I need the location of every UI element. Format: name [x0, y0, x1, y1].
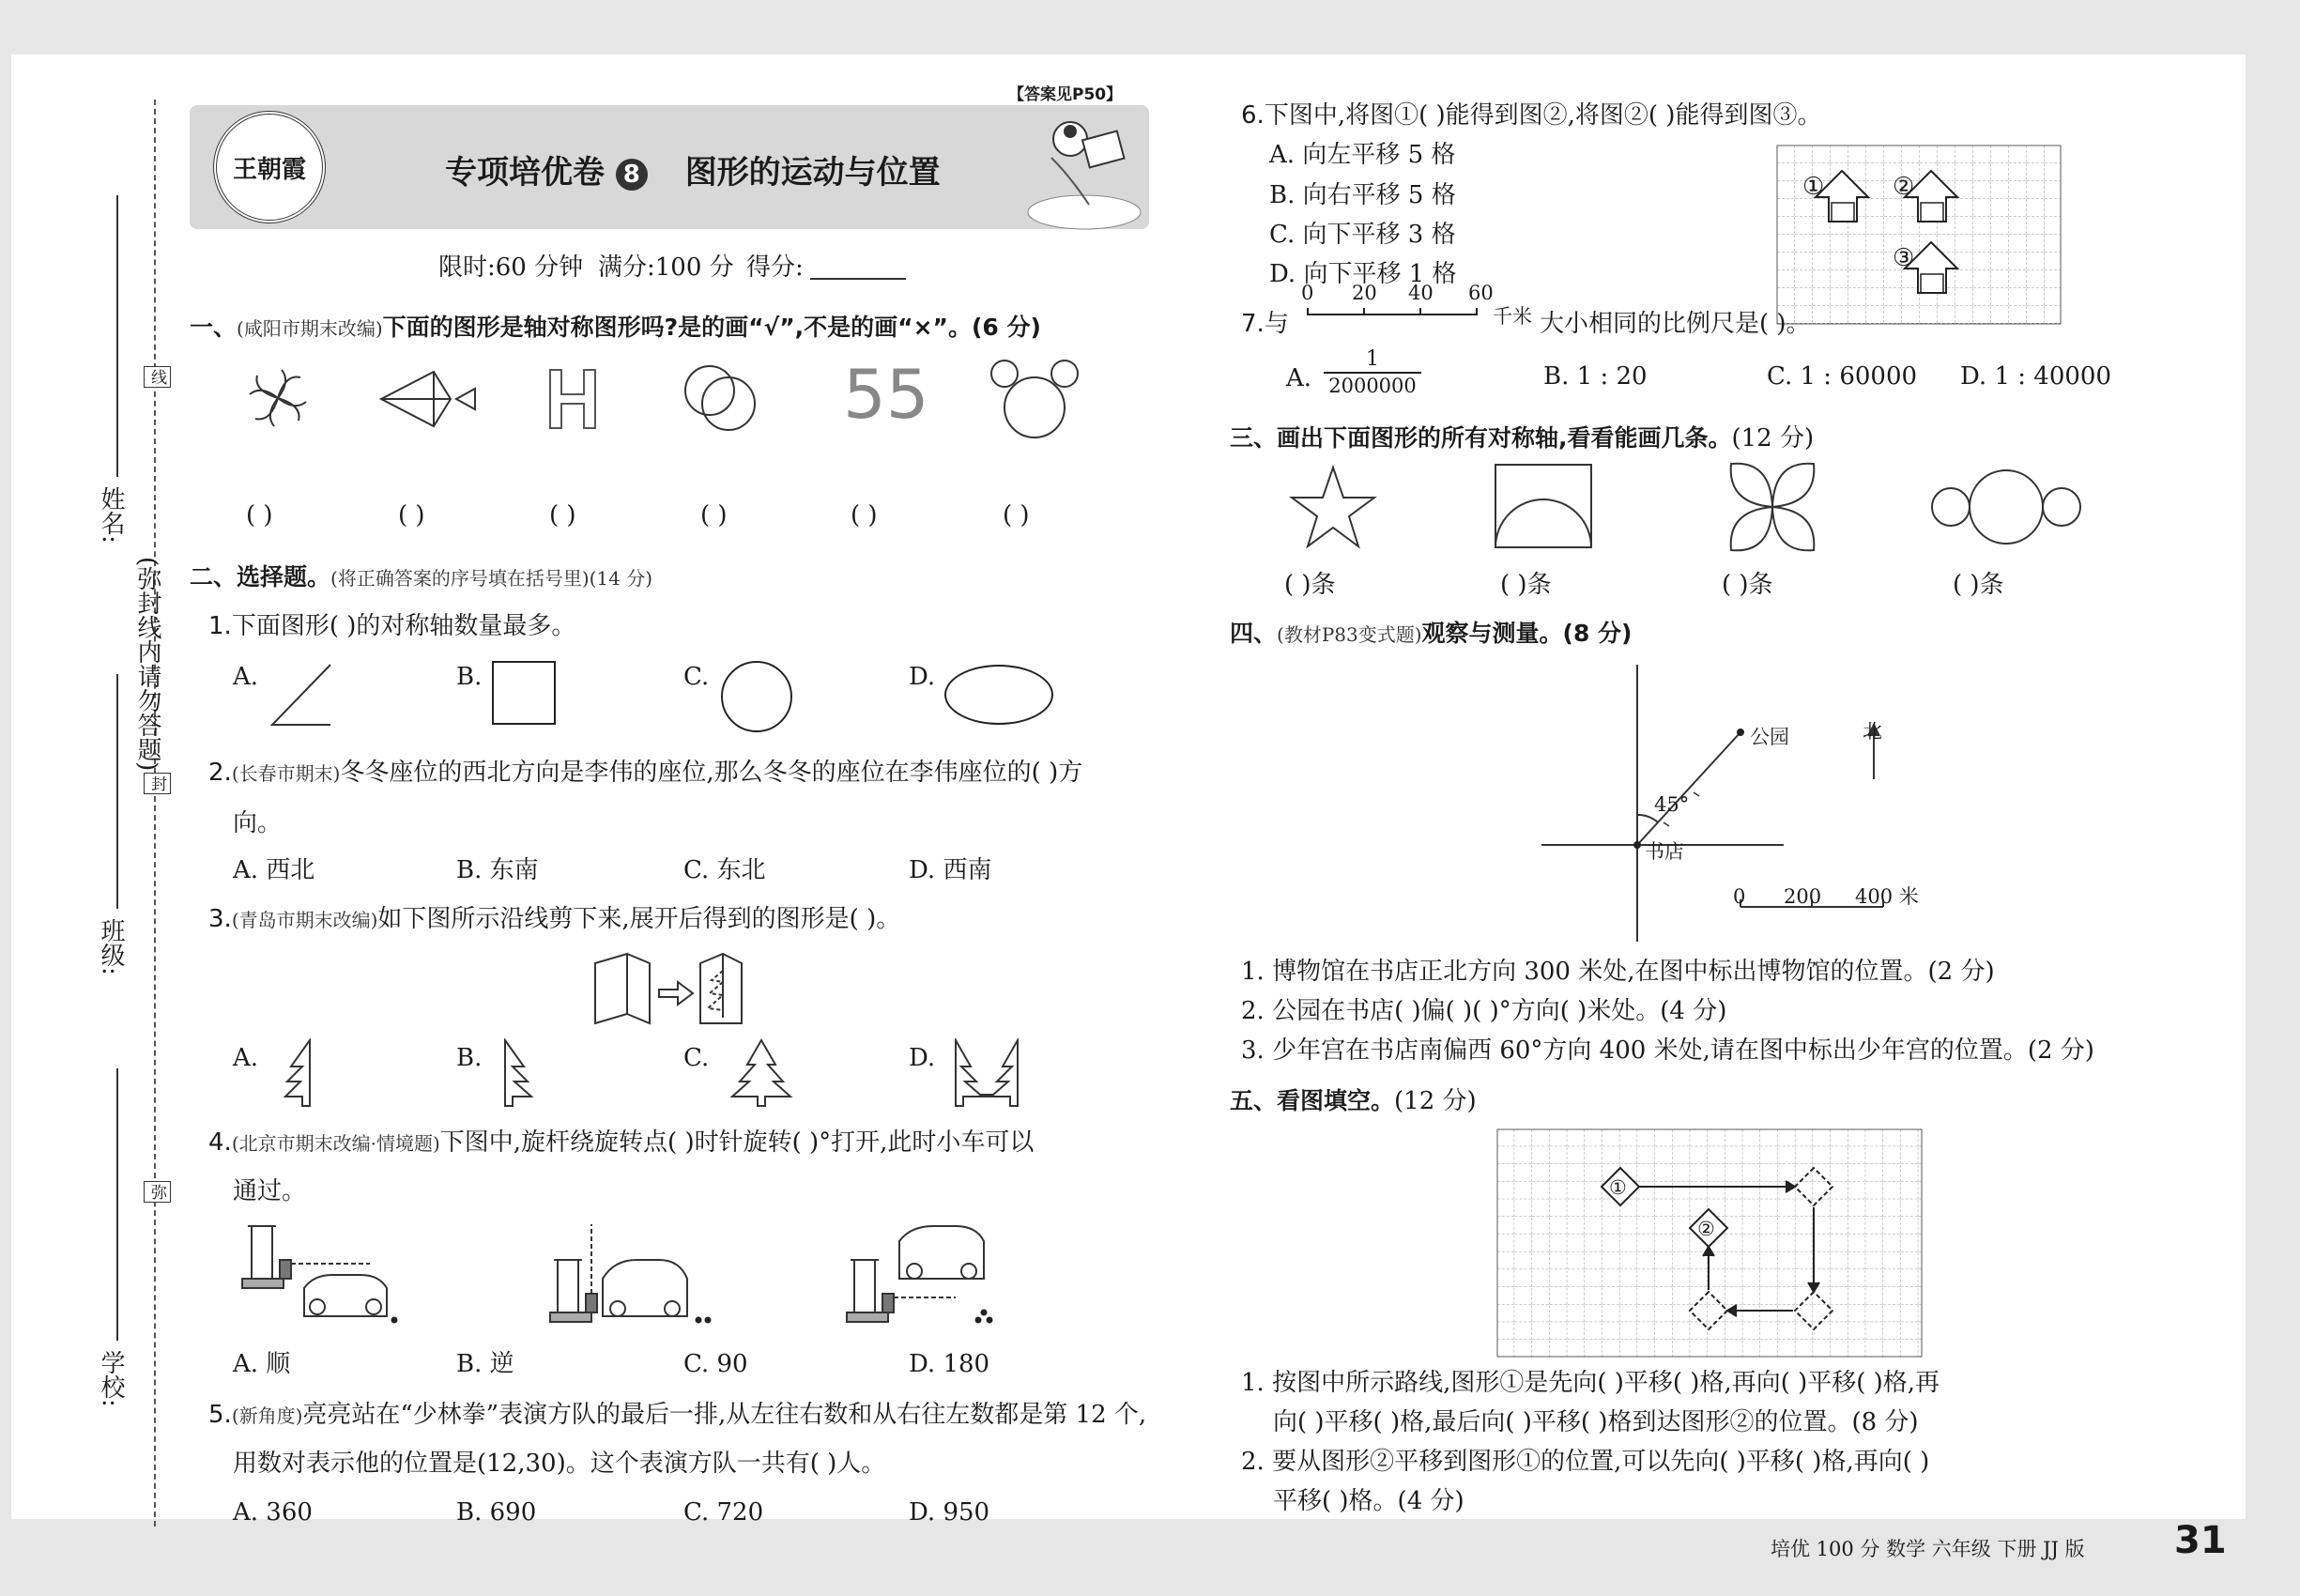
- q2-7-text-cont: 大小相同的比例尺是( )。: [1540, 310, 1811, 338]
- angle-label: 45°: [1654, 793, 1690, 816]
- line-scale: 0 20 40 60: [1301, 293, 1489, 321]
- name-underline: [116, 195, 118, 477]
- s5-q1-line1[interactable]: 1. 按图中所示路线,图形①是先向( )平移( )格,再向( )平移( )格,再: [1241, 1369, 1940, 1397]
- three-circles-figure: [1928, 464, 2084, 550]
- q2-2-text: 2.(长春市期末)冬冬座位的西北方向是李伟的座位,那么冬冬的座位在李伟座位的( )方: [208, 759, 1083, 787]
- name-label: 姓名:: [97, 486, 125, 544]
- s3-answer-4[interactable]: ( )条: [1953, 571, 2004, 599]
- split-tree-d: [950, 1038, 1023, 1108]
- publisher-logo: 王朝霞: [213, 111, 326, 223]
- q2-4-option-d[interactable]: D. 180: [909, 1350, 990, 1378]
- s4-q2[interactable]: 2. 公园在书店( )偏( )( )°方向( )米处。(4 分): [1241, 997, 1727, 1025]
- section-5-heading: 五、看图填空。(12 分): [1230, 1087, 1477, 1115]
- binding-notice: (弥封线内请勿答题): [133, 557, 161, 772]
- q2-2-option-c[interactable]: C. 东北: [683, 856, 766, 884]
- s1-answer-2[interactable]: ( ): [398, 501, 425, 529]
- worksheet-page: [11, 54, 2246, 1562]
- q2-3-option-a[interactable]: A.: [233, 1044, 259, 1072]
- barrier-car-3: [843, 1222, 1012, 1326]
- q2-3-option-d[interactable]: D.: [909, 1044, 936, 1072]
- number-55-figure: 55: [843, 355, 929, 434]
- q2-2-option-a[interactable]: A. 西北: [233, 856, 315, 884]
- full-score: 满分:100 分: [598, 253, 734, 282]
- section-1-heading: 一、(咸阳市期末改编)下面的图形是轴对称图形吗?是的画“√”,不是的画“×”。(6 分): [190, 314, 1041, 341]
- q2-6-option-a[interactable]: A. 向左平移 5 格: [1269, 141, 1456, 169]
- mouse-ears-figure: [988, 357, 1081, 441]
- q2-5-text-cont: 用数对表示他的位置是(12,30)。这个表演方队一共有( )人。: [233, 1450, 886, 1478]
- seal-feng-mark: 封: [144, 773, 171, 794]
- s4-q1: 1. 博物馆在书店正北方向 300 米处,在图中标出博物馆的位置。(2 分): [1241, 958, 1995, 986]
- square-figure: [492, 661, 556, 725]
- s5-q1-line2[interactable]: 向( )平移( )格,最后向( )平移( )格到达图形②的位置。(8 分): [1273, 1408, 1919, 1436]
- scale-0: 0: [1733, 885, 1746, 908]
- section-3-heading: 三、画出下面图形的所有对称轴,看看能画几条。(12 分): [1230, 424, 1815, 453]
- pinwheel-figure: [244, 364, 312, 432]
- q2-5-option-c[interactable]: C. 720: [683, 1498, 764, 1527]
- scale-200: 200: [1784, 885, 1822, 908]
- q2-7-option-b[interactable]: B. 1 : 20: [1543, 362, 1648, 391]
- binding-line: [154, 100, 156, 1527]
- park-label: 公园: [1750, 726, 1789, 748]
- s3-answer-3[interactable]: ( )条: [1722, 571, 1773, 599]
- s5-q2-line2[interactable]: 平移( )格。(4 分): [1273, 1487, 1464, 1515]
- q2-4-option-b[interactable]: B. 逆: [456, 1350, 514, 1378]
- footer-text: 培优 100 分 数学 六年级 下册 JJ 版: [1771, 1538, 2085, 1560]
- half-tree-b: [499, 1038, 537, 1108]
- ellipse-figure: [944, 665, 1053, 725]
- barrier-car-1: [238, 1222, 407, 1326]
- direction-map: [1532, 655, 1908, 946]
- class-label: 班级:: [97, 918, 125, 975]
- barrier-car-2: [548, 1222, 717, 1326]
- s5-q2-line1[interactable]: 2. 要从图形②平移到图形①的位置,可以先向( )平移( )格,再向( ): [1241, 1448, 1930, 1476]
- q2-1-option-a[interactable]: A.: [233, 663, 259, 691]
- letter-h-figure: [544, 368, 601, 430]
- scale-400: 400 米: [1855, 885, 1919, 908]
- q2-2-text-cont: 向。: [233, 809, 283, 837]
- angle-figure: [268, 663, 334, 727]
- q2-5-option-a[interactable]: A. 360: [233, 1498, 313, 1527]
- q2-5-text: 5.(新角度)亮亮站在“少林拳”表演方队的最后一排,从左往右数和从右往左数都是第 12 个,: [208, 1401, 1147, 1429]
- s1-answer-1[interactable]: ( ): [246, 501, 273, 529]
- four-petal-figure: [1724, 460, 1821, 554]
- fraction-option-a: 1 2000000: [1324, 347, 1421, 398]
- circle-figure: [721, 661, 792, 732]
- grid-label-1: ①: [1802, 173, 1825, 201]
- q2-3-option-b[interactable]: B.: [456, 1044, 483, 1072]
- s1-answer-5[interactable]: ( ): [851, 501, 878, 529]
- q2-6-option-c[interactable]: C. 向下平移 3 格: [1269, 221, 1456, 249]
- paper-cut-figure: [588, 952, 747, 1025]
- q2-5-option-d[interactable]: D. 950: [909, 1498, 990, 1527]
- title-number-badge: 8: [616, 159, 648, 191]
- q2-2-option-d[interactable]: D. 西南: [909, 856, 992, 884]
- north-label: 北: [1863, 720, 1882, 743]
- square-semicircle-figure: [1493, 462, 1594, 552]
- s3-answer-2[interactable]: ( )条: [1500, 571, 1552, 599]
- path-label-1: ①: [1609, 1176, 1627, 1199]
- star-figure: [1288, 464, 1378, 550]
- score-input[interactable]: [810, 278, 906, 280]
- half-tree-a: [282, 1038, 315, 1108]
- q2-4-text: 4.(北京市期末改编·情境题)下图中,旋杆绕旋转点( )时针旋转( )°打开,此时小车可以: [208, 1128, 1035, 1157]
- answer-ref: 【答案见P50】: [1008, 85, 1123, 104]
- s1-answer-4[interactable]: ( ): [700, 501, 728, 529]
- s1-answer-3[interactable]: ( ): [549, 501, 576, 529]
- q2-6-text: 6.下图中,将图①( )能得到图②,将图②( )能得到图③。: [1241, 101, 1822, 130]
- q2-2-option-b[interactable]: B. 东南: [456, 856, 539, 884]
- q2-1-option-c[interactable]: C.: [683, 663, 710, 691]
- q2-6-option-b[interactable]: B. 向右平移 5 格: [1269, 181, 1456, 209]
- q2-3-text: 3.(青岛市期末改编)如下图所示沿线剪下来,展开后得到的图形是( )。: [208, 905, 901, 933]
- q2-4-option-c[interactable]: C. 90: [683, 1350, 748, 1378]
- two-circles-figure: [680, 361, 764, 436]
- q2-3-option-c[interactable]: C.: [683, 1044, 710, 1072]
- path-label-2: ②: [1697, 1218, 1715, 1240]
- q2-7-text: 7.与: [1241, 310, 1289, 338]
- q2-1-option-d[interactable]: D.: [909, 663, 936, 691]
- q2-1-text: 1.下面图形( )的对称轴数量最多。: [208, 612, 576, 640]
- s3-answer-1[interactable]: ( )条: [1284, 571, 1336, 599]
- q2-7-option-a[interactable]: A.: [1286, 364, 1312, 392]
- s4-q3: 3. 少年宫在书店南偏西 60°方向 400 米处,请在图中标出少年宫的位置。(2 分): [1241, 1036, 2094, 1065]
- q2-4-text-cont: 通过。: [233, 1177, 307, 1205]
- q2-4-option-a[interactable]: A. 顺: [233, 1350, 291, 1378]
- grid-label-3: ③: [1893, 244, 1915, 272]
- q2-5-option-b[interactable]: B. 690: [456, 1498, 537, 1527]
- s1-answer-6[interactable]: ( ): [1003, 501, 1030, 529]
- scale-unit: 千米: [1493, 305, 1532, 328]
- school-label: 学校:: [97, 1350, 125, 1407]
- seal-mi-mark: 弥: [144, 1181, 171, 1203]
- arrow-figure: [377, 368, 481, 430]
- seal-line-mark: 线: [144, 366, 171, 388]
- page-number: 31: [2174, 1519, 2227, 1562]
- school-underline: [116, 1068, 118, 1341]
- q2-7-option-c[interactable]: C. 1 : 60000: [1767, 362, 1918, 391]
- section-2-heading: 二、选择题。(将正确答案的序号填在括号里)(14 分): [190, 563, 653, 591]
- bookstore-label: 书店: [1645, 840, 1684, 863]
- q2-6-option-d[interactable]: D. 向下平移 1 格: [1269, 260, 1457, 288]
- time-limit: 限时:60 分钟: [438, 253, 584, 282]
- section-4-heading: 四、(教材P83变式题)观察与测量。(8 分): [1230, 620, 1633, 647]
- q2-1-option-b[interactable]: B.: [456, 663, 483, 691]
- mascot-illustration: [995, 101, 1149, 233]
- page-title: 专项培优卷 8 图形的运动与位置: [445, 154, 941, 192]
- q2-7-option-d[interactable]: D. 1 : 40000: [1960, 362, 2111, 391]
- grid-label-2: ②: [1893, 173, 1915, 201]
- full-tree-c: [727, 1038, 796, 1108]
- class-underline: [116, 674, 118, 909]
- score-label: 得分:: [746, 253, 804, 282]
